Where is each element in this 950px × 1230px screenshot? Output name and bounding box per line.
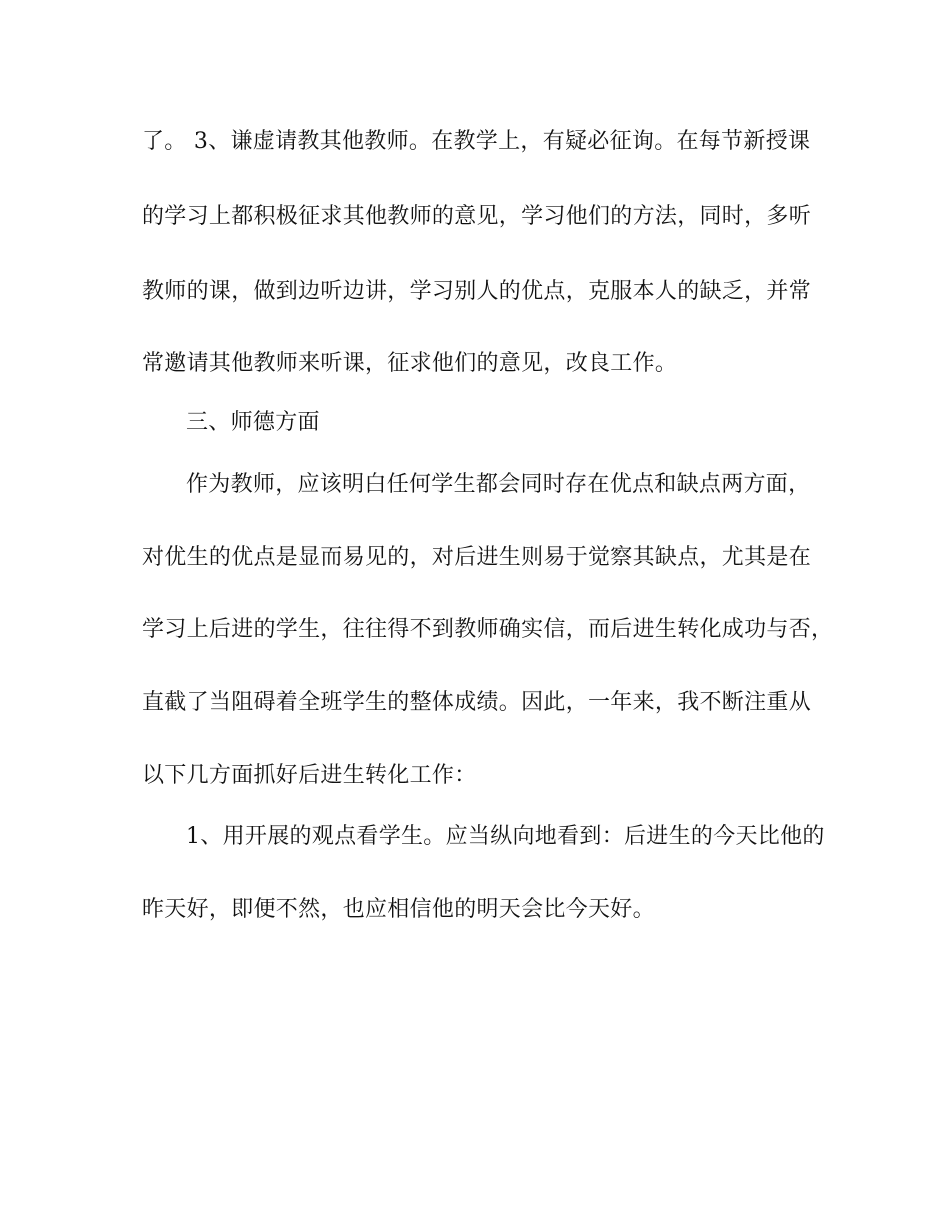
paragraph-line: 昨天好，即便不然，也应相信他的明天会比今天好。 [142, 897, 655, 922]
paragraph-line: 常邀请其他教师来听课，征求他们的意见，改良工作。 [142, 351, 678, 376]
paragraph-line: 了。 3、谦虚请教其他教师。在教学上，有疑必征询。在每节新授课 [142, 129, 811, 154]
paragraph-line: 作为教师，应该明白任何学生都会同时存在优点和缺点两方面， [186, 472, 811, 497]
paragraph-line: 的学习上都积极征求其他教师的意见，学习他们的方法，同时，多听 [142, 204, 812, 229]
paragraph-line: 学习上后进的学生，往往得不到教师确实信，而后进生转化成功与否， [142, 617, 834, 642]
paragraph-line: 直截了当阻碍着全班学生的整体成绩。因此，一年来，我不断注重从 [142, 690, 812, 715]
paragraph-line: 教师的课，做到边听边讲，学习别人的优点，克服本人的缺乏，并常 [142, 279, 812, 304]
section-heading: 三、师德方面 [186, 410, 320, 435]
paragraph-line: 对优生的优点是显而易见的，对后进生则易于觉察其缺点，尤其是在 [142, 545, 812, 570]
paragraph-line: 1、用开展的观点看学生。应当纵向地看到：后进生的今天比他的 [186, 824, 825, 849]
paragraph-line: 以下几方面抓好后进生转化工作： [142, 763, 477, 788]
